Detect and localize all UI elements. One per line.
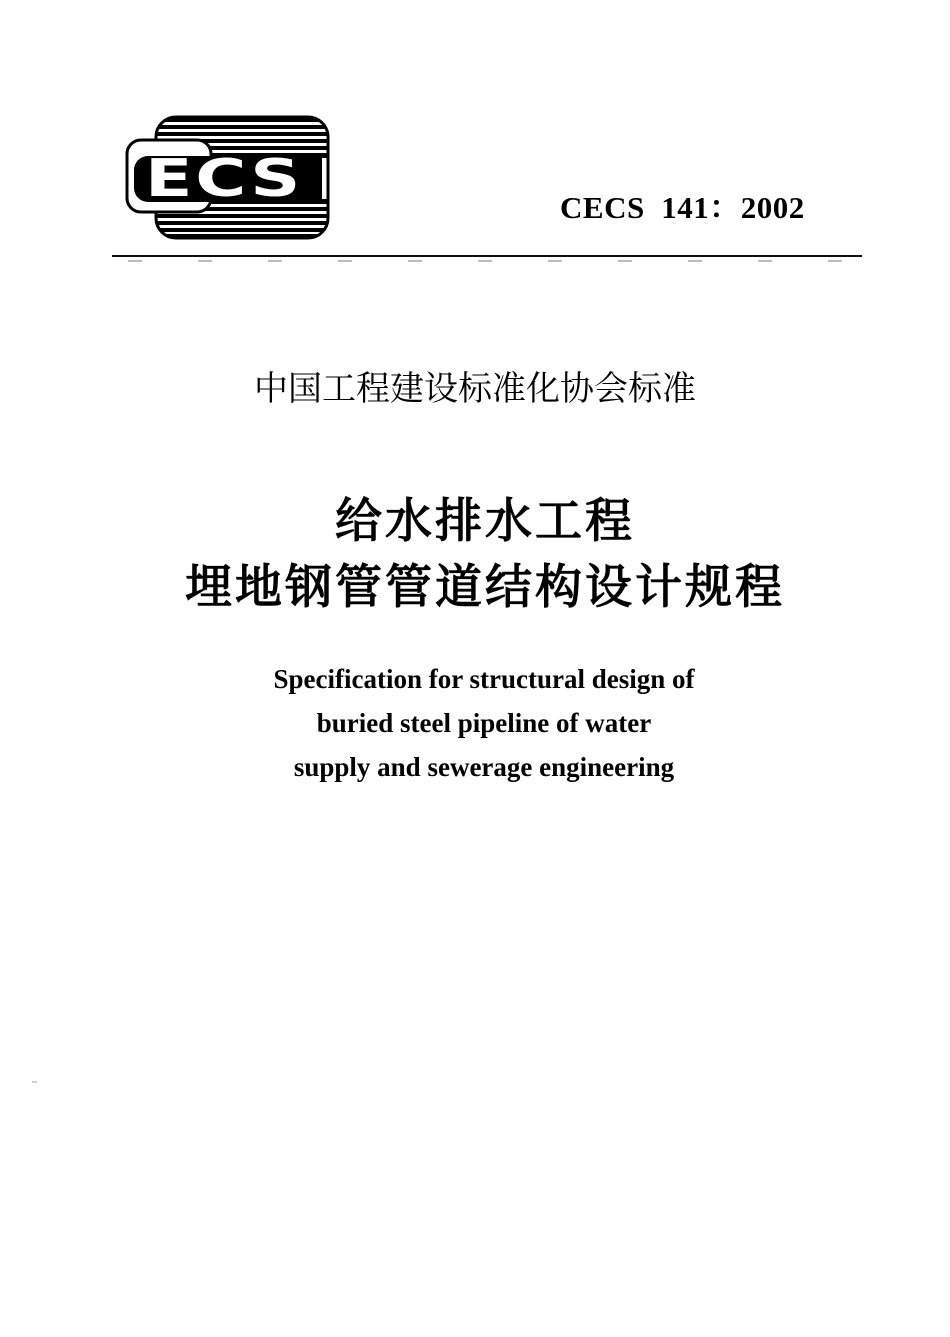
english-title-line-2: buried steel pipeline of water <box>316 708 652 738</box>
header-rule-shadow <box>128 260 858 262</box>
issuer-title: 中国工程建设标准化协会标准 <box>254 369 696 409</box>
chinese-title-line-1: 给水排水工程 <box>335 494 635 549</box>
header-rule <box>112 255 862 257</box>
english-title-line-3: supply and sewerage engineering <box>293 752 675 782</box>
svg-text:ECS: ECS <box>145 149 303 209</box>
english-title-line-1: Specification for structural design of <box>273 664 695 694</box>
ecs-logo <box>124 114 330 242</box>
chinese-title-line-2: 埋地钢管管道结构设计规程 <box>185 560 785 615</box>
standard-number: CECS 141：2002 <box>560 190 805 225</box>
scan-speck <box>32 1081 37 1083</box>
